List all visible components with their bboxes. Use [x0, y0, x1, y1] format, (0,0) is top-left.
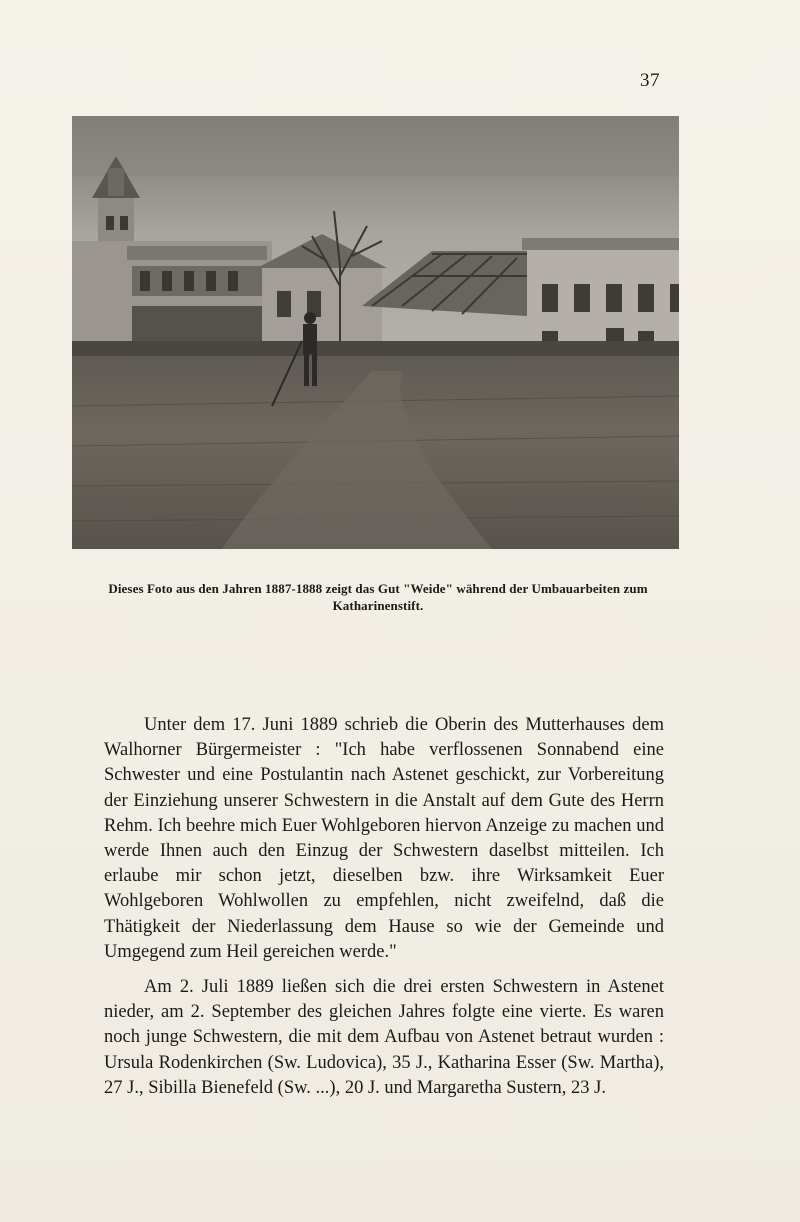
photo-caption: Dieses Foto aus den Jahren 1887-1888 zeigt das Gut "Weide" während der Umbauarbeiten zum Katharinenstift.: [108, 581, 648, 613]
paragraph-text: Unter dem 17. Juni 1889 schrieb die Oberin des Mutterhauses dem Walhorner Bürgermeister : "Ich habe verflossenen Sonnabend eine Schwester und eine Postulantin nach Astenet geschickt, zur Vorbereitung der Einziehung unserer Schwestern in die Anstalt auf dem Gute des Herrn Rehm. Ich beehre mich Euer Wohlgeboren hiervon Anzeige zu machen und werde Ihnen auch den Einzug der Schwestern daselbst mitteilen. Ich erlaube mir schon jetzt, dieselben bzw. ihre Wirksamkeit Euer Wohlgeboren Wohlwollen zu empfehlen, nicht zweifelnd, daß die Thätigkeit der Niederlassung dem Hause so wie der Gemeinde und Umgegend zum Heil gereichen werde.": [104, 715, 664, 962]
paragraph-sisters: [104, 975, 664, 1101]
paragraph-text: Am 2. Juli 1889 ließen sich die drei ersten Schwestern in Astenet nieder, am 2. September des gleichen Jahres folgte eine vierte. Es waren noch junge Schwestern, die mit dem Aufbau von Astenet betraut wurden : Ursula Rodenkirchen (Sw. Ludovica), 35 J., Katharina Esser (Sw. Martha), 27 J., Sibilla Bienefeld (Sw. ...), 20 J. und Margaretha Sustern, 23 J.: [104, 977, 664, 1098]
historical-photo: [72, 116, 679, 549]
page-number: 37: [640, 70, 660, 91]
paragraph-letter: [104, 713, 664, 965]
